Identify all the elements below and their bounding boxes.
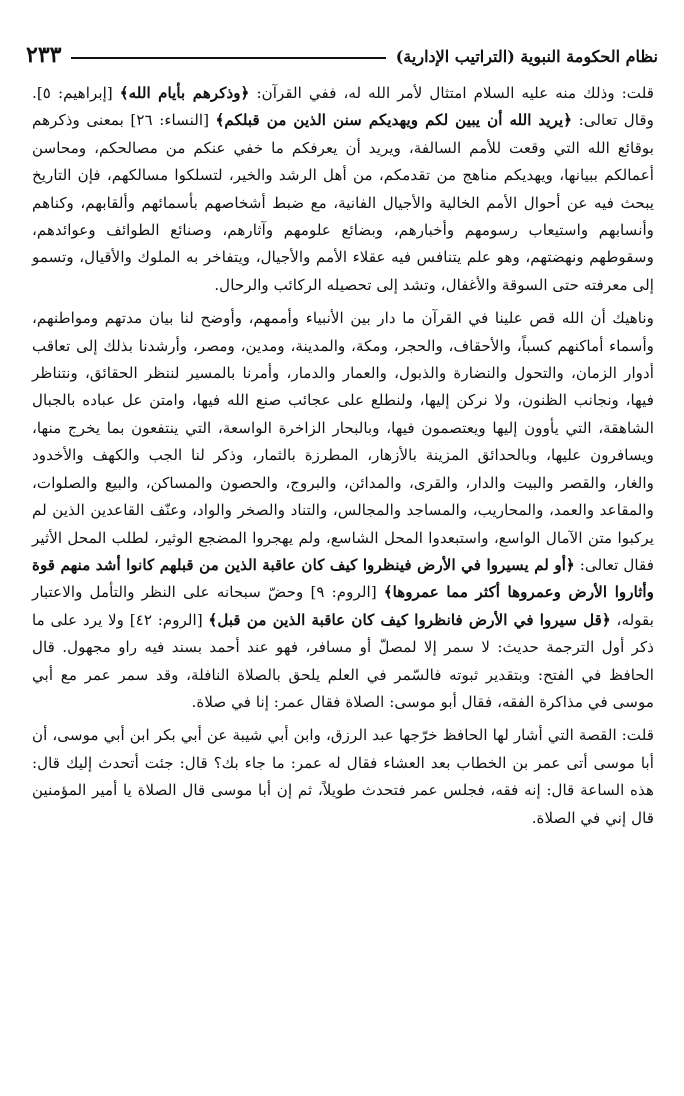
paragraph-1-text-b: [إبراهيم: ٥]. وقال تعالى: (32, 84, 655, 130)
quran-quote-2: ﴿يريد الله أن يبين لكم ويهديكم سنن الذين من قبلكم﴾ (215, 111, 573, 130)
paragraph-2 (32, 305, 654, 716)
header-rule (71, 57, 385, 59)
paragraph-2-text-c: [الروم: ٤٢] ولا يرد على ما ذكر أول الترجمة حديث: لا سمر إلا لمصلّ أو مسافر، فهو عند أحمد بسند فيه راو مجهول. قال الحافظ في الفتح: وبتقدير ثبوته فالسّمر في العلم يلحق بالصلاة النافلة، وقد سمر عمر مع أبي موسى في مذاكرة الفقه، فقال أبو موسى: الصلاة فقال عمر: إنا في صلاة. (32, 610, 654, 711)
paragraph-2-text-b: [الروم: ٩] وحضّ سبحانه على النظر والتأمل والاعتبار بقوله، (32, 583, 654, 629)
running-header (26, 34, 658, 66)
header-title: نظام الحكومة النبوية (التراتيب الإدارية) (395, 47, 658, 66)
quran-quote-3: ﴿أو لم يسيروا في الأرض فينظروا كيف كان عاقبة الذين من قبلهم كانوا أشد منهم قوة وأثاروا الأرض وعمروها أكثر مما عمروها﴾ (32, 555, 654, 602)
quran-quote-4: ﴿قل سيروا في الأرض فانظروا كيف كان عاقبة الذين من قبل﴾ (208, 610, 611, 629)
page-number: ٢٣٣ (26, 42, 62, 68)
page-body (32, 80, 654, 838)
paragraph-1-text-a: قلت: وذلك منه عليه السلام امتثال لأمر الله له، ففي القرآن: (249, 84, 654, 102)
quran-quote-1: ﴿وذكرهم بأيام الله﴾ (119, 84, 250, 102)
paragraph-2-text-a: وناهيك أن الله قص علينا في القرآن ما دار بين الأنبياء وأممهم، وأوضح لنا بيان مدتهم ومواطنهم، وأسماء أماكنهم كسباً، والأحقاف، والحجر، ومكة، والمدينة، ومدين، ومصر، وأرشدنا بذلك إلى تعاقب أدوار الزمان، والتحول والنضارة والذبول، والعمار والدمار، وأمرنا بالمسير لننظر الحقائق، ونتناظر فيها، ونجانب الظنون، ولا نركن إليها، ولنطلع على عجائب صنع الله فيها، وامتن عل عباده بالجبال الشاهقة، التي يأوون إليها ويعتصمون فيها، وبالبحار الزاخرة الواسعة، التي ينتفعون بما يخرج منها، ويسافرون عليها، وبالحدائق المزينة بالأزهار، المطرزة بالثمار، وذكر لنا الجب والكهف والأخدود والغار، والقصر والبيت والدار، والقرى، والمدائن، والبروج، والحصون والمساكن، والبيع والصلوات، والمقاعد والعمد، والمحاريب، والمساجد والمجالس، والتناد والصخر والواد، وعنّف القاعدين الذين لم يركبوا متن الآمال الواسع، واستبعدوا المحل الشاسع، ولم يهجروا المضجع الوثير، لطلب المحل الأثير فقال تعالى: (32, 309, 654, 574)
paragraph-3-text: قلت: القصة التي أشار لها الحافظ خرّجها عبد الرزق، وابن أبي شيبة عن أبي بكر ابن أبي موسى، أن أبا موسى أتى عمر بن الخطاب بعد العشاء فقال له عمر: ما جاء بك؟ قال: جئت أتحدث إليك قال: هذه الساعة قال: إنه فقه، فجلس عمر فتحدث طويلاً، ثم إن أبا موسى قال الصلاة يا أمير المؤمنين قال إني في الصلاة. (32, 726, 654, 827)
paragraph-1 (32, 80, 654, 299)
paragraph-3 (32, 722, 654, 832)
paragraph-1-text-c: [النساء: ٢٦] بمعنى وذكرهم بوقائع الله التي وقعت للأمم السالفة، ويريد أن يعرفكم ما خفي عنكم من مصالحكم، ومحاسن أعمالكم ببيانها، ويهديكم مناهج من تقدمكم، من أهل الرشد والخير، لتسلكوا مسالكهم، فإن التاريخ يبحث فيه عن أحوال الأمم الخالية والأجيال الفانية، مع ضبط أشخاصهم بأسمائهم وألقابهم، وكناهم وأنسابهم واستيعاب رسومهم وأخبارهم، وبضائع علومهم وآثارهم، وصنائع الطوائف وعوائدهم، وسقوطهم ونهضتهم، وهو علم يتنافس فيه عقلاء الأمم والأجيال، ويتفاخر به الملوك والأقيال، وتسمو إلى معرفته حتى السوقة والأغفال، وتشد إلى تحصيله الركائب والرحال. (32, 111, 654, 294)
